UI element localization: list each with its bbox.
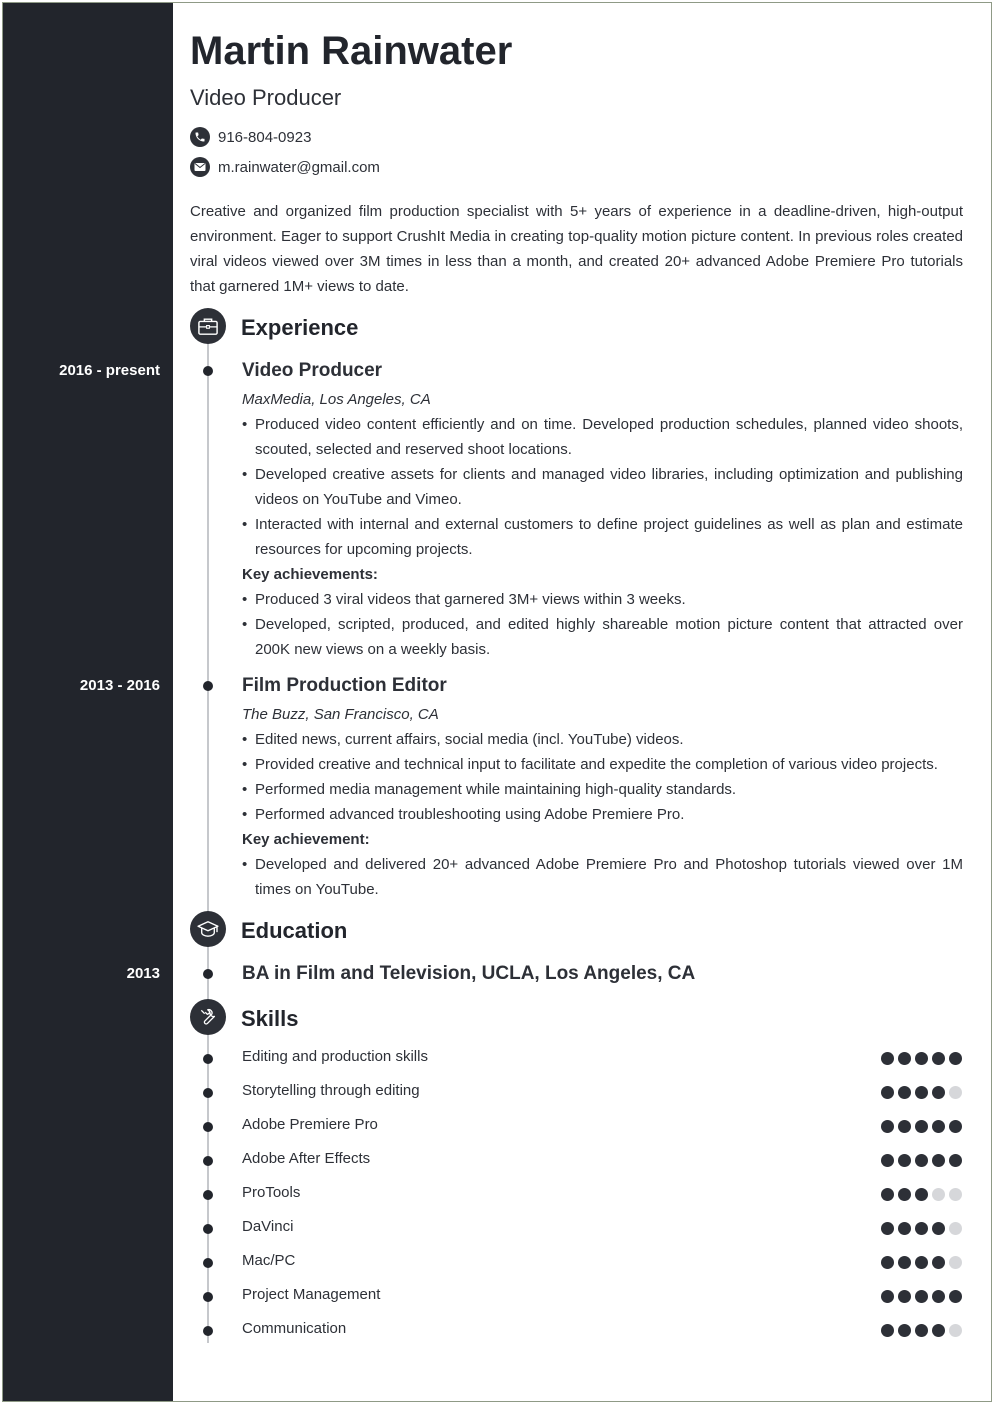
rating-dot-filled (898, 1256, 911, 1269)
skill-rating (881, 1222, 962, 1235)
rating-dot-filled (932, 1086, 945, 1099)
rating-dot-filled (915, 1222, 928, 1235)
sidebar (3, 3, 173, 1401)
resume-page (2, 2, 992, 1402)
rating-dot-filled (915, 1154, 928, 1167)
skill-rating (881, 1052, 962, 1065)
rating-dot-filled (915, 1086, 928, 1099)
timeline-dot (203, 969, 213, 979)
rating-dot-filled (932, 1222, 945, 1235)
rating-dot-empty (949, 1256, 962, 1269)
graduation-cap-icon (190, 911, 226, 947)
rating-dot-filled (898, 1154, 911, 1167)
timeline-dot (203, 1258, 213, 1268)
experience-heading: Experience (241, 315, 359, 340)
skill-rating (881, 1188, 962, 1201)
rating-dot-filled (915, 1290, 928, 1303)
education-degree: BA in Film and Television, UCLA, Los Angeles, CA (242, 963, 696, 984)
list-item: • Produced 3 viral videos that garnered 3M+ views within 3 weeks. (242, 587, 963, 612)
rating-dot-filled (881, 1324, 894, 1337)
rating-dot-filled (881, 1120, 894, 1133)
skills-heading: Skills (241, 1006, 299, 1031)
phone-number: 916-804-0923 (218, 128, 312, 146)
timeline-dot (203, 1156, 213, 1166)
rating-dot-filled (932, 1256, 945, 1269)
job-2-achievements-heading: Key achievement: (242, 831, 370, 848)
rating-dot-filled (898, 1188, 911, 1201)
skill-rating (881, 1086, 962, 1099)
rating-dot-filled (898, 1222, 911, 1235)
job-2-dates: 2013 - 2016 (79, 677, 160, 694)
rating-dot-filled (915, 1256, 928, 1269)
wrench-icon (190, 999, 226, 1035)
phone-icon (190, 127, 210, 147)
rating-dot-filled (949, 1154, 962, 1167)
job-1-achievements-heading: Key achievements: (242, 566, 378, 583)
rating-dot-empty (932, 1188, 945, 1201)
rating-dot-filled (949, 1052, 962, 1065)
rating-dot-filled (915, 1120, 928, 1133)
skill-name: Communication (242, 1320, 347, 1337)
skill-name: Project Management (242, 1286, 381, 1303)
rating-dot-filled (915, 1324, 928, 1337)
rating-dot-filled (898, 1120, 911, 1133)
list-item: • Performed media management while maintaining high-quality standards. (242, 777, 963, 802)
rating-dot-filled (881, 1222, 894, 1235)
job-2-achievements (242, 852, 963, 902)
candidate-title: Video Producer (190, 85, 342, 110)
email-contact[interactable] (190, 156, 380, 178)
rating-dot-filled (932, 1052, 945, 1065)
rating-dot-filled (898, 1052, 911, 1065)
rating-dot-filled (898, 1324, 911, 1337)
timeline-dot (203, 681, 213, 691)
timeline-dot (203, 1088, 213, 1098)
rating-dot-filled (915, 1052, 928, 1065)
education-year: 2013 (126, 965, 160, 982)
job-1-dates: 2016 - present (59, 362, 160, 379)
skill-rating (881, 1256, 962, 1269)
rating-dot-filled (881, 1256, 894, 1269)
skill-name: Adobe Premiere Pro (242, 1116, 378, 1133)
candidate-name: Martin Rainwater (190, 29, 513, 73)
briefcase-icon (190, 308, 226, 344)
timeline-dot (203, 1224, 213, 1234)
job-1-company: MaxMedia, Los Angeles, CA (242, 391, 431, 408)
job-2-company: The Buzz, San Francisco, CA (242, 706, 439, 723)
timeline-dot (203, 1122, 213, 1132)
timeline-dot (203, 1190, 213, 1200)
list-item: • Developed creative assets for clients and managed video libraries, including optimization and publishing videos on YouTube and Vimeo. (242, 462, 963, 512)
rating-dot-filled (881, 1188, 894, 1201)
rating-dot-filled (881, 1290, 894, 1303)
list-item: • Performed advanced troubleshooting using Adobe Premiere Pro. (242, 802, 963, 827)
list-item: • Developed, scripted, produced, and edited highly shareable motion picture content that attracted over 200K new views on a weekly basis. (242, 612, 963, 662)
education-heading: Education (241, 918, 348, 943)
rating-dot-filled (949, 1120, 962, 1133)
skill-rating (881, 1324, 962, 1337)
rating-dot-filled (932, 1290, 945, 1303)
job-2-duties (242, 727, 963, 827)
list-item: • Produced video content efficiently and on time. Developed production schedules, planned video shoots, scouted, selected and reserved shoot locations. (242, 412, 963, 462)
rating-dot-empty (949, 1324, 962, 1337)
skill-name: ProTools (242, 1184, 301, 1201)
list-item: • Interacted with internal and external customers to define project guidelines as well as plan and estimate resources for upcoming projects. (242, 512, 963, 562)
timeline-dot (203, 1292, 213, 1302)
rating-dot-filled (881, 1086, 894, 1099)
skill-name: Mac/PC (242, 1252, 296, 1269)
job-2-role: Film Production Editor (242, 675, 447, 696)
rating-dot-empty (949, 1188, 962, 1201)
rating-dot-filled (932, 1154, 945, 1167)
skill-name: DaVinci (242, 1218, 294, 1235)
list-item: • Provided creative and technical input to facilitate and expedite the completion of various video projects. (242, 752, 963, 777)
skill-name: Editing and production skills (242, 1048, 428, 1065)
rating-dot-filled (898, 1290, 911, 1303)
rating-dot-filled (898, 1086, 911, 1099)
rating-dot-filled (932, 1120, 945, 1133)
email-address: m.rainwater@gmail.com (218, 158, 380, 176)
rating-dot-filled (881, 1052, 894, 1065)
rating-dot-empty (949, 1086, 962, 1099)
list-item: • Edited news, current affairs, social media (incl. YouTube) videos. (242, 727, 963, 752)
timeline-dot (203, 366, 213, 376)
profile-summary: Creative and organized film production specialist with 5+ years of experience in a deadline-driven, high-output environment. Eager to support CrushIt Media in creating top-quality motion picture content. In previous roles created viral videos viewed over 3M times in less than a month, and created 20+ advanced Adobe Premiere Pro tutorials that garnered 1M+ views to date. (190, 203, 963, 295)
rating-dot-filled (949, 1290, 962, 1303)
phone-contact[interactable] (190, 126, 311, 148)
skill-rating (881, 1290, 962, 1303)
skill-rating (881, 1120, 962, 1133)
job-1-duties (242, 412, 963, 562)
skill-name: Storytelling through editing (242, 1082, 420, 1099)
job-1-role: Video Producer (242, 360, 383, 381)
rating-dot-filled (881, 1154, 894, 1167)
rating-dot-filled (932, 1324, 945, 1337)
skill-name: Adobe After Effects (242, 1150, 371, 1167)
skill-rating (881, 1154, 962, 1167)
email-icon (190, 157, 210, 177)
job-1-achievements (242, 587, 963, 662)
rating-dot-filled (915, 1188, 928, 1201)
rating-dot-empty (949, 1222, 962, 1235)
list-item: • Developed and delivered 20+ advanced Adobe Premiere Pro and Photoshop tutorials viewed over 1M times on YouTube. (242, 852, 963, 902)
timeline-dot (203, 1326, 213, 1336)
timeline-dot (203, 1054, 213, 1064)
